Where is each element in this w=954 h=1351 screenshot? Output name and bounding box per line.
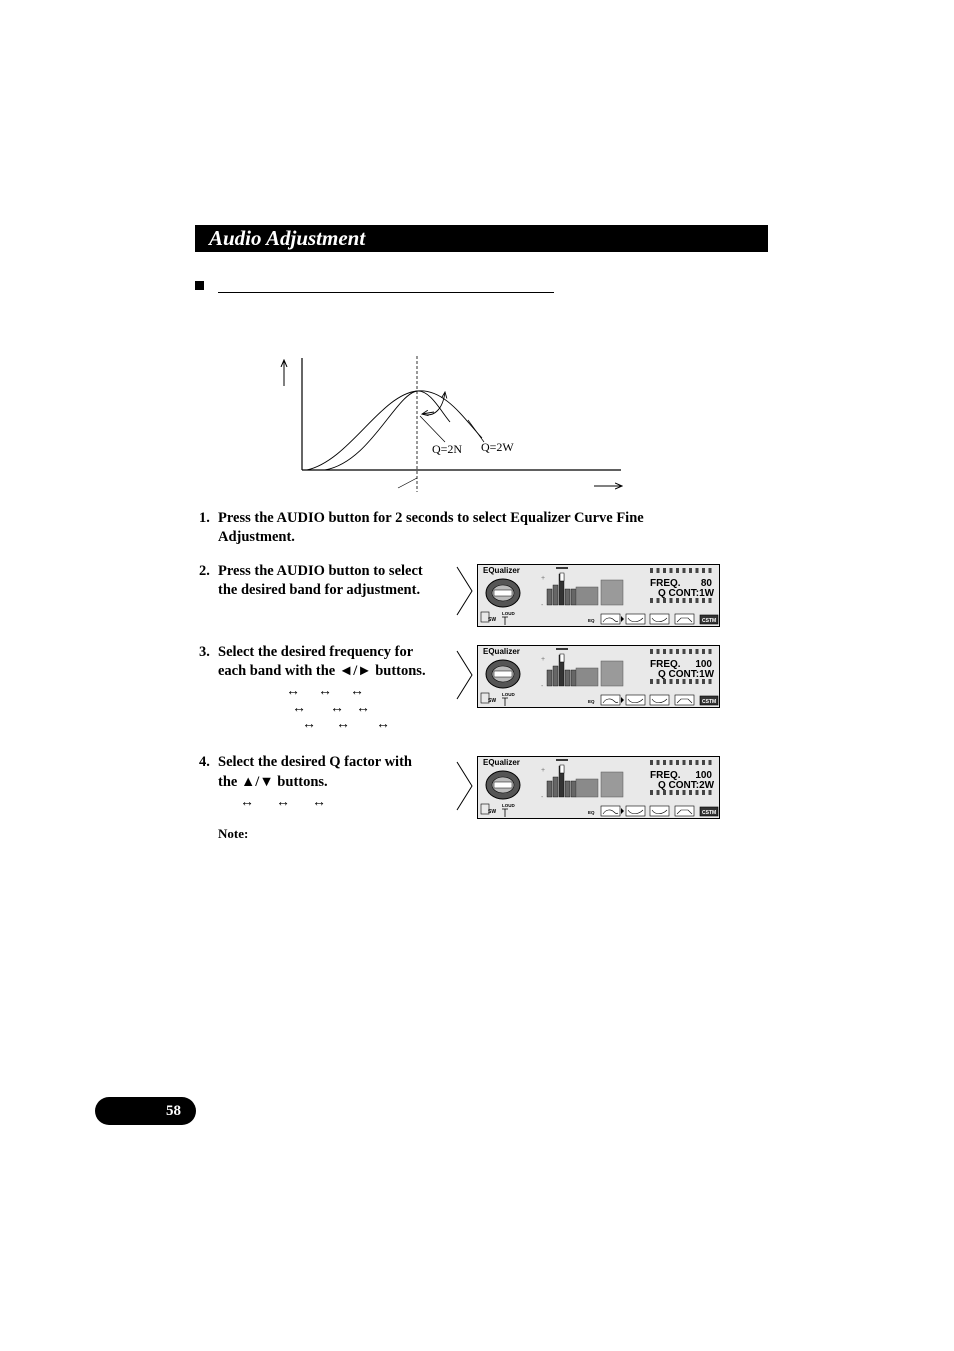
step-text-line2: each band with the ◄/► buttons.	[218, 663, 426, 679]
step-text-line2: Adjustment.	[218, 529, 295, 545]
page-number: 58	[166, 1103, 181, 1119]
step-text-line2: the ▲/▼ buttons.	[218, 774, 328, 790]
eq-label: EQ	[588, 699, 595, 704]
eq-preset-button	[601, 614, 620, 624]
preset-pointer-icon	[621, 616, 624, 622]
eq-band-bar	[553, 585, 558, 605]
eq-label: EQ	[588, 810, 595, 815]
step-text-line1: Press the AUDIO button for 2 seconds to select Equalizer Curve Fine	[218, 510, 644, 526]
equalizer-display-2: + - SW LOUD EQ CSTM EQualizer FREQ. 100 Q CONT:1W	[477, 645, 720, 708]
eq-preset-button	[675, 695, 694, 705]
frequency-sequence-row-1	[286, 684, 364, 700]
eq-band-bar	[565, 781, 570, 797]
selected-band-marker	[560, 765, 564, 773]
eq-band-bar	[547, 781, 552, 797]
eq-block	[576, 587, 598, 605]
sw-label: SW	[488, 698, 497, 704]
pointer-chevron-icon	[456, 761, 474, 811]
step-text-line1: Select the desired Q factor with	[218, 754, 412, 770]
double-arrow-icon: ↔	[276, 795, 290, 810]
eq-block	[576, 779, 598, 797]
double-arrow-icon: ↔	[302, 717, 316, 732]
svg-text:-: -	[541, 683, 544, 690]
double-arrow-icon: ↔	[312, 795, 326, 810]
svg-text:-: -	[541, 794, 544, 801]
display-q-value: Q CONT:1W	[658, 588, 715, 599]
eq-band-bar	[547, 589, 552, 605]
sw-label: SW	[488, 617, 497, 623]
eq-band-bar	[547, 670, 552, 686]
step-text-line1: Select the desired frequency for	[218, 644, 414, 660]
step-number: 4.	[199, 754, 210, 770]
frequency-sequence-row-3	[302, 717, 390, 733]
step-number: 2.	[199, 563, 210, 579]
double-arrow-icon: ↔	[376, 717, 390, 732]
eq-preset-button	[675, 614, 694, 624]
display-title: EQualizer	[483, 647, 520, 656]
eq-band-bar	[553, 666, 558, 686]
svg-text:+: +	[541, 575, 546, 582]
double-arrow-icon: ↔	[286, 684, 300, 699]
display-q-value: Q CONT:2W	[658, 780, 715, 791]
eq-band-bar	[571, 589, 576, 605]
preset-pointer-icon	[621, 697, 624, 703]
eq-preset-button	[601, 695, 620, 705]
pointer-chevron-icon	[456, 650, 474, 700]
step-number: 1.	[199, 510, 210, 526]
sw-label: SW	[488, 809, 497, 815]
eq-band-bar	[553, 777, 558, 797]
display-title: EQualizer	[483, 758, 520, 767]
svg-text:-: -	[541, 602, 544, 609]
note-label: Note:	[218, 826, 249, 841]
selected-band-marker	[560, 573, 564, 581]
eq-band-bar	[565, 670, 570, 686]
eq-block	[601, 661, 623, 686]
custom-label: CSTM	[702, 810, 717, 816]
svg-text:+: +	[541, 656, 546, 663]
step-number: 3.	[199, 644, 210, 660]
display-q-value: Q CONT:1W	[658, 669, 715, 680]
loudness-icon	[502, 698, 508, 706]
wide-q-curve	[307, 391, 482, 470]
eq-preset-button	[675, 806, 694, 816]
preset-pointer-icon	[621, 808, 624, 814]
eq-label: EQ	[588, 618, 595, 623]
q-wide-label: Q=2W	[481, 440, 514, 454]
equalizer-display-3: + - SW LOUD EQ CSTM EQualizer FREQ. 100 Q CONT:2W	[477, 756, 720, 819]
double-arrow-icon: ↔	[240, 795, 254, 810]
step-text-line2: the desired band for adjustment.	[218, 582, 421, 598]
eq-band-bar	[565, 589, 570, 605]
eq-preset-button	[601, 806, 620, 816]
double-arrow-icon: ↔	[318, 684, 332, 699]
narrow-q-curve	[325, 391, 450, 470]
custom-label: CSTM	[702, 618, 717, 624]
frequency-sequence-row-2	[292, 701, 370, 717]
section-heading-rule	[218, 292, 554, 293]
eq-block	[601, 580, 623, 605]
eq-band-bar	[571, 670, 576, 686]
page-title: Audio Adjustment	[209, 226, 366, 250]
step-text-line1: Press the AUDIO button to select	[218, 563, 423, 579]
loudness-icon	[502, 617, 508, 625]
display-title: EQualizer	[483, 566, 520, 575]
loud-label: LOUD	[502, 803, 515, 808]
section-bullet-icon	[195, 281, 204, 290]
eq-band-bar	[571, 781, 576, 797]
loud-label: LOUD	[502, 611, 515, 616]
eq-block	[576, 668, 598, 686]
q-narrow-label: Q=2N	[432, 442, 463, 456]
selected-band-marker	[560, 654, 564, 662]
double-arrow-icon: ↔	[356, 701, 370, 716]
eq-block	[601, 772, 623, 797]
custom-label: CSTM	[702, 699, 717, 705]
double-arrow-icon: ↔	[350, 684, 364, 699]
equalizer-display-1: + - SW LOUD EQ CSTM EQualizer FREQ. 80 Q CONT:1W	[477, 564, 720, 627]
double-arrow-icon: ↔	[336, 717, 350, 732]
loud-label: LOUD	[502, 692, 515, 697]
double-arrow-icon: ↔	[292, 701, 306, 716]
double-arrow-icon: ↔	[330, 701, 344, 716]
pointer-chevron-icon	[456, 566, 474, 616]
loudness-icon	[502, 809, 508, 817]
svg-text:+: +	[541, 767, 546, 774]
q-factor-graph	[270, 350, 630, 500]
q-factor-sequence	[240, 795, 326, 811]
